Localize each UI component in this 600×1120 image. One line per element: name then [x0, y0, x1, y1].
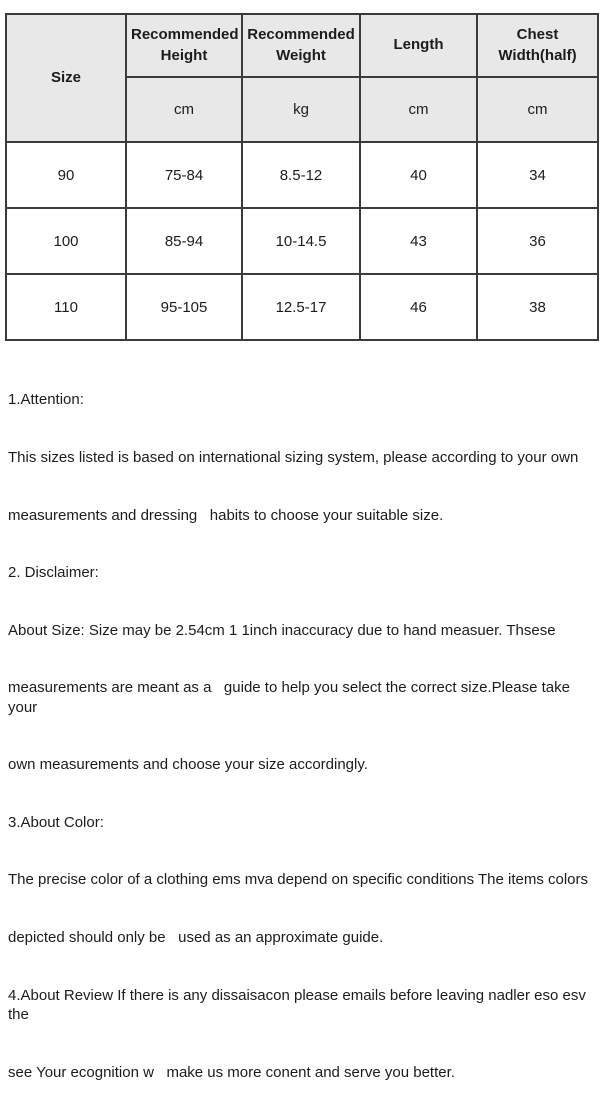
table-cell: 110	[6, 274, 126, 340]
table-row-size-110	[6, 274, 598, 340]
unit-length: cm	[360, 77, 477, 142]
note-line: measurements are meant as a guide to help you select the correct size.Please take your	[8, 679, 575, 716]
table-cell: 46	[360, 274, 477, 340]
table-cell: 95-105	[126, 274, 242, 340]
table-cell: 10-14.5	[242, 208, 360, 274]
col-header-size: Size	[6, 14, 126, 142]
table-cell: 100	[6, 208, 126, 274]
note-line-disclaimer-heading: 2. Disclaimer:	[8, 564, 99, 582]
table-cell: 43	[360, 208, 477, 274]
unit-chest-width: cm	[477, 77, 598, 142]
note-line: This sizes listed is based on international sizing system, please according to your own	[8, 449, 579, 467]
table-cell: 12.5-17	[242, 274, 360, 340]
table-cell: 40	[360, 142, 477, 208]
notes-section	[8, 352, 594, 1120]
note-line-about-color-heading: 3.About Color:	[8, 813, 104, 831]
table-row-size-90	[6, 142, 598, 208]
note-line: own measurements and choose your size accordingly.	[8, 756, 368, 774]
table-cell: 8.5-12	[242, 142, 360, 208]
note-line-about-review: 4.About Review If there is any dissaisacon please emails before leaving nadler eso esv the	[8, 986, 590, 1023]
note-line: depicted should only be used as an approximate guide.	[8, 929, 384, 947]
note-line: The precise color of a clothing ems mva depend on specific conditions The items colors	[8, 871, 589, 889]
size-chart-table	[5, 13, 599, 341]
table-row-size-100	[6, 208, 598, 274]
table-cell: 36	[477, 208, 598, 274]
col-header-chest-width: Chest Width(half)	[477, 14, 598, 77]
table-cell: 34	[477, 142, 598, 208]
col-header-recommended-weight: Recommended Weight	[242, 14, 360, 77]
col-header-length: Length	[360, 14, 477, 77]
table-cell: 38	[477, 274, 598, 340]
note-line-attention-heading: 1.Attention:	[8, 391, 84, 409]
table-header-row	[6, 14, 598, 77]
unit-recommended-height: cm	[126, 77, 242, 142]
col-header-recommended-height: Recommended Height	[126, 14, 242, 77]
note-line: About Size: Size may be 2.54cm 1 1inch inaccuracy due to hand measuer. Thsese	[8, 621, 556, 639]
note-line: measurements and dressing habits to choose your suitable size.	[8, 506, 444, 524]
table-cell: 75-84	[126, 142, 242, 208]
table-cell: 85-94	[126, 208, 242, 274]
note-line: see Your ecognition w make us more conent and serve you better.	[8, 1063, 455, 1081]
table-cell: 90	[6, 142, 126, 208]
unit-recommended-weight: kg	[242, 77, 360, 142]
